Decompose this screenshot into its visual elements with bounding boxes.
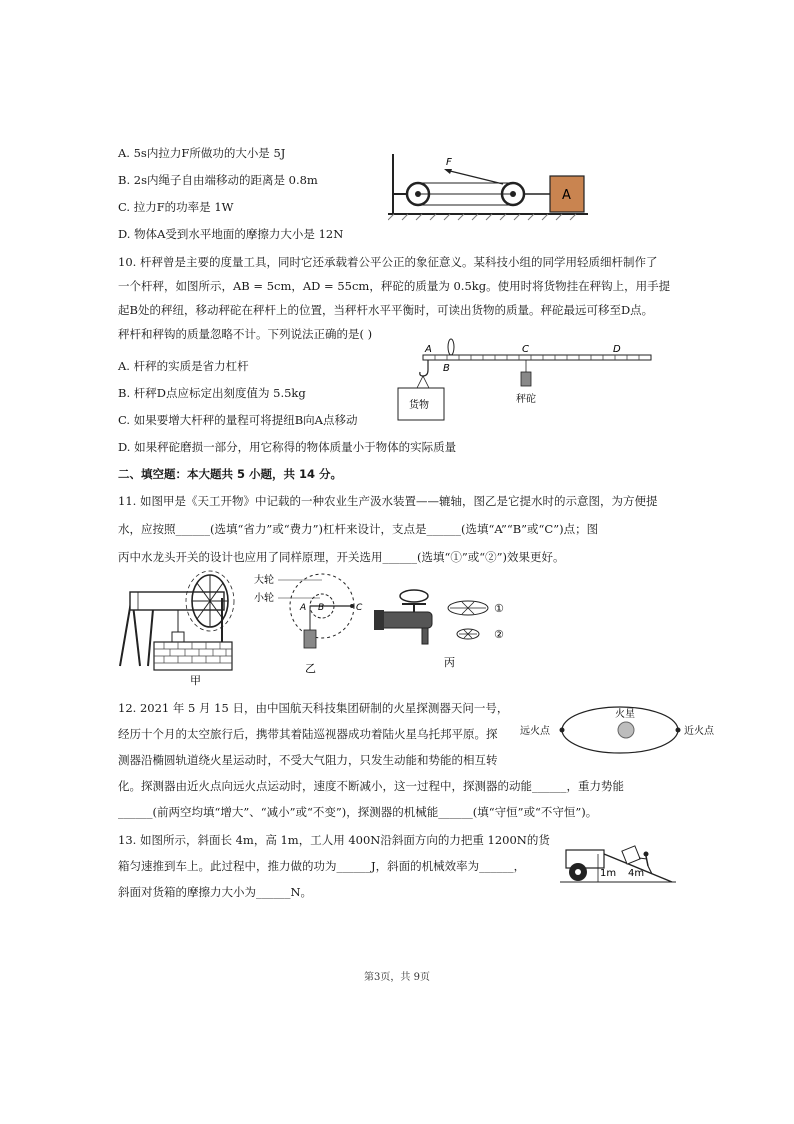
small-wheel-label: 小轮 bbox=[254, 593, 274, 604]
point-a-label: A bbox=[425, 344, 432, 355]
q9-option-a: A. 5s内拉力F所做功的大小是 5J bbox=[118, 146, 286, 160]
faucet-body bbox=[380, 612, 432, 628]
q9-pulley-figure bbox=[388, 150, 588, 222]
far-point-label: 远火点 bbox=[520, 726, 550, 737]
q11-figure-bing bbox=[372, 582, 522, 672]
q10-line-3: 起B处的秤纽，移动秤砣在秤杆上的位置，当秤杆水平平衡时，可读出货物的质量。秤砣最远可移至D点。 bbox=[118, 303, 654, 317]
q10-line-1: 10. 杆秤曾是主要的度量工具，同时它还承载着公平公正的象征意义。某科技小组的同学用轻质细杆制作了 bbox=[118, 255, 658, 269]
q12-line-4: 化。探测器由近火点向远火点运动时，速度不断减小，这一过程中，探测器的动能______，重力势能 bbox=[118, 779, 624, 793]
q9-option-c: C. 拉力F的功率是 1W bbox=[118, 200, 234, 214]
q13-line-3: 斜面对货箱的摩擦力大小为______N。 bbox=[118, 885, 313, 899]
yi-point-c: C bbox=[356, 603, 363, 613]
mars-label: 火星 bbox=[615, 709, 635, 720]
yi-point-a: A bbox=[300, 603, 307, 613]
q12-orbit-figure bbox=[518, 700, 724, 758]
page-footer: 第3页，共 9页 bbox=[364, 972, 430, 983]
goods-label: 货物 bbox=[409, 400, 429, 411]
cargo-box bbox=[622, 846, 640, 864]
near-point-label: 近火点 bbox=[684, 726, 714, 737]
yi-point-b: B bbox=[318, 603, 325, 613]
bucket bbox=[304, 630, 316, 648]
q12-line-1: 12. 2021 年 5 月 15 日，由中国航天科技集团研制的火星探测器天问一号， bbox=[118, 701, 509, 715]
figure-jia-caption: 甲 bbox=[190, 674, 201, 687]
height-label: 1m bbox=[600, 868, 617, 879]
q13-line-2: 箱匀速推到车上。此过程中，推力做的功为______J，斜面的机械效率为______， bbox=[118, 859, 526, 873]
point-d-label: D bbox=[613, 344, 621, 355]
point-b-label: B bbox=[443, 363, 450, 374]
switch-label-2: ② bbox=[494, 628, 504, 641]
mars-circle bbox=[618, 722, 634, 738]
force-label-f: F bbox=[446, 157, 452, 168]
steelyard-weight bbox=[521, 372, 531, 386]
q10-option-c: C. 如果要增大杆秤的量程可将提纽B向A点移动 bbox=[118, 413, 358, 427]
force-arrow bbox=[446, 170, 503, 184]
q10-option-a: A. 杆秤的实质是省力杠杆 bbox=[118, 359, 249, 373]
steelyard-rod bbox=[423, 355, 651, 360]
switch-label-1: ① bbox=[494, 602, 504, 615]
figure-bing-caption: 丙 bbox=[444, 656, 455, 669]
q9-option-b: B. 2s内绳子自由端移动的距离是 0.8m bbox=[118, 173, 318, 187]
q10-option-d: D. 如果秤砣磨损一部分，用它称得的物体质量小于物体的实际质量 bbox=[118, 440, 457, 454]
q12-line-5: ______(前两空均填“增大”、“减小”或“不变”)，探测器的机械能______(填“守恒”或“不守恒”)。 bbox=[118, 805, 598, 819]
q10-option-b: B. 杆秤D点应标定出刻度值为 5.5kg bbox=[118, 386, 306, 400]
q9-option-d: D. 物体A受到水平地面的摩擦力大小是 12N bbox=[118, 227, 344, 241]
q13-incline-figure bbox=[560, 836, 680, 886]
block-label-a: A bbox=[562, 188, 571, 203]
q10-line-4: 秤杆和秤钩的质量忽略不计。下列说法正确的是( ) bbox=[118, 327, 373, 341]
q10-steelyard-figure bbox=[395, 336, 660, 436]
lifting-knob bbox=[448, 339, 454, 355]
q11-line-2: 水，应按照______(选填“省力”或“费力”)杠杆来设计，支点是______(选填“A”“B”或“C”)点；图 bbox=[118, 522, 599, 536]
q10-line-2: 一个杆秤，如图所示，AB = 5cm，AD = 55cm，秤砣的质量为 0.5kg。使用时将货物挂在秤钩上，用手提 bbox=[118, 279, 671, 293]
weight-label: 秤砣 bbox=[516, 394, 536, 405]
big-wheel-label: 大轮 bbox=[254, 575, 274, 586]
section-2-heading: 二、填空题：本大题共 5 小题，共 14 分。 bbox=[118, 467, 343, 481]
figure-yi-caption: 乙 bbox=[305, 662, 316, 675]
q11-figure-yi bbox=[252, 570, 372, 682]
q11-line-3: 丙中水龙头开关的设计也应用了同样原理，开关选用______(选填“①”或“②”)效果更好。 bbox=[118, 550, 565, 564]
point-c-label: C bbox=[522, 344, 529, 355]
length-label: 4m bbox=[628, 868, 645, 879]
q13-line-1: 13. 如图所示，斜面长 4m，高 1m，工人用 400N沿斜面方向的力把重 1200N的货 bbox=[118, 833, 550, 847]
q11-line-1: 11. 如图甲是《天工开物》中记载的一种农业生产汲水装置——辘轴，图乙是它提水时的示意图，为方便提 bbox=[118, 494, 658, 508]
q12-line-3: 测器沿椭圆轨道绕火星运动时，不受大气阻力，只发生动能和势能的相互转 bbox=[118, 753, 498, 767]
q12-line-2: 经历十个月的太空旅行后，携带其着陆巡视器成功着陆火星乌托邦平原。探 bbox=[118, 727, 498, 741]
